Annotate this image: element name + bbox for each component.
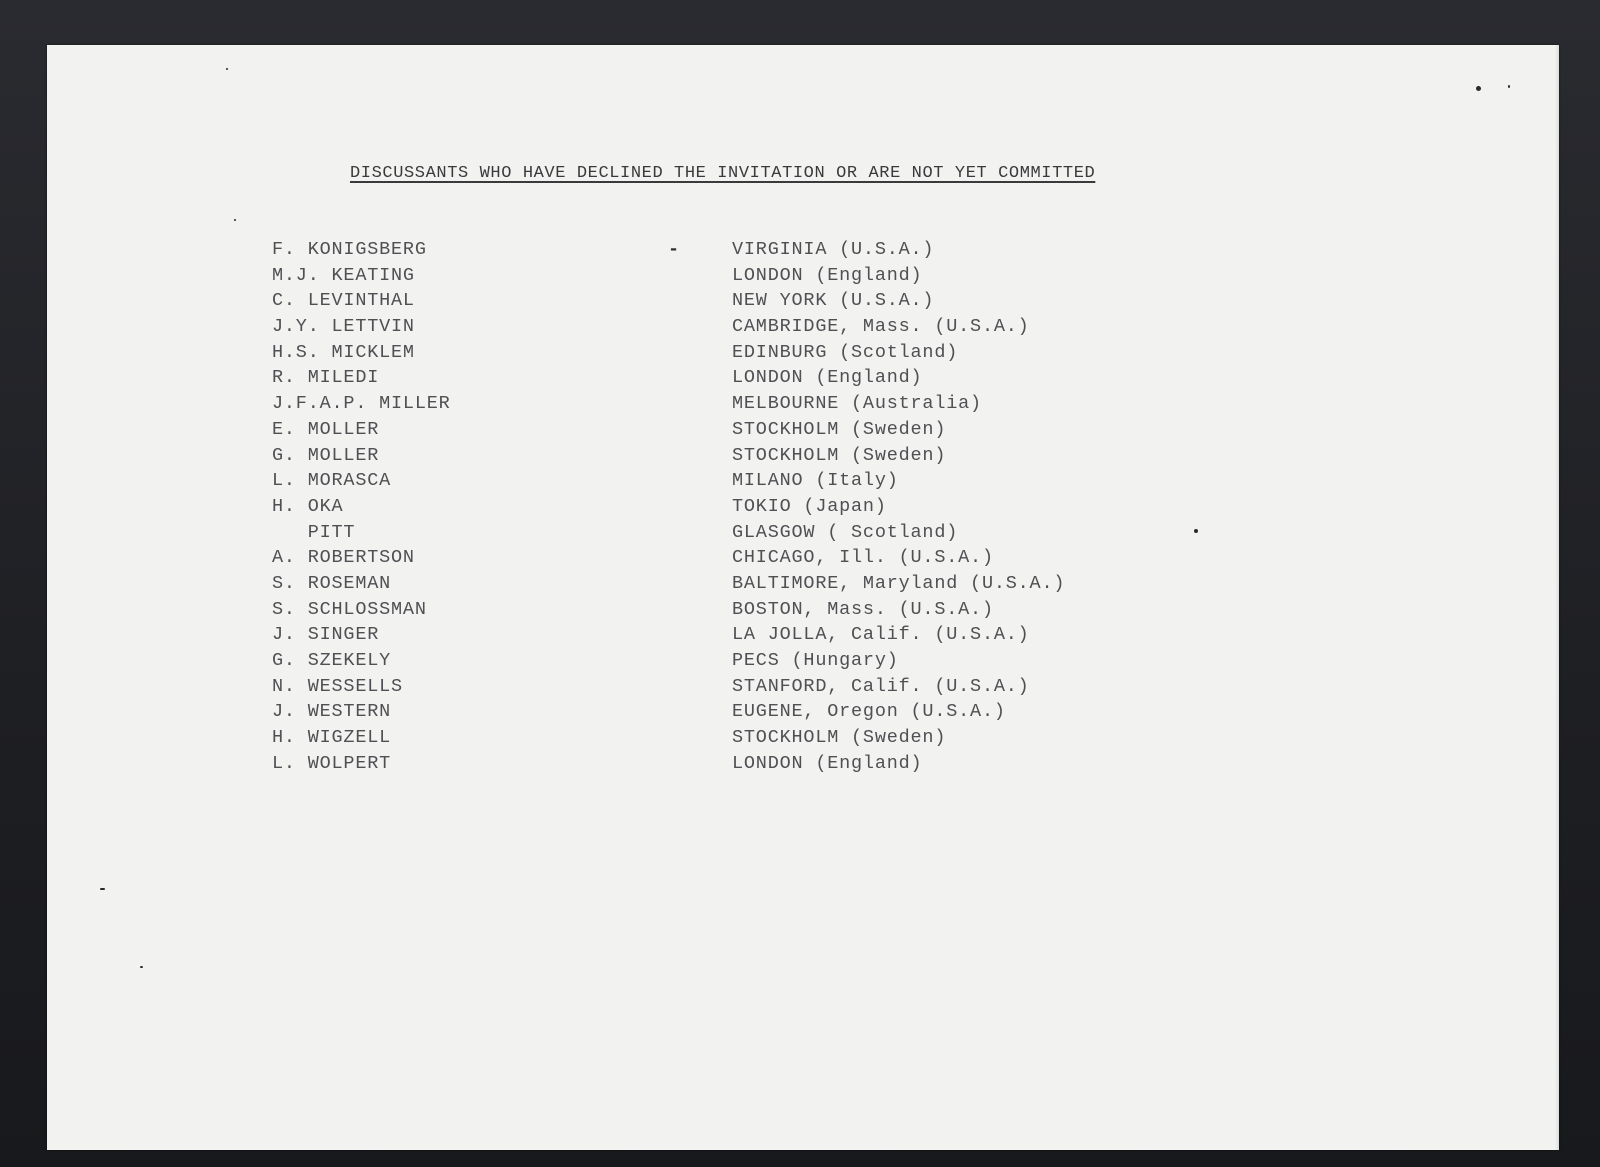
discussant-location: NEW YORK (U.S.A.) xyxy=(732,290,935,312)
discussant-location: EUGENE, Oregon (U.S.A.) xyxy=(732,701,1006,723)
paper-speck xyxy=(226,68,228,70)
discussant-name: G. MOLLER xyxy=(272,444,380,466)
discussant-location: EDINBURG (Scotland) xyxy=(732,341,959,363)
discussant-name: C. LEVINTHAL xyxy=(272,290,415,312)
page-heading: DISCUSSANTS WHO HAVE DECLINED THE INVITATION OR ARE NOT YET COMMITTED xyxy=(350,164,1096,183)
discussant-row xyxy=(272,674,1152,700)
discussant-location: STOCKHOLM (Sweden) xyxy=(732,418,947,440)
discussant-name: J.F.A.P. MILLER xyxy=(272,393,451,415)
discussant-name: H.S. MICKLEM xyxy=(272,341,415,363)
discussant-name: PITT xyxy=(272,521,356,543)
discussant-location: MELBOURNE (Australia) xyxy=(732,393,982,415)
discussant-location: STOCKHOLM (Sweden) xyxy=(732,727,947,749)
discussant-row xyxy=(272,391,1152,417)
discussant-name: M.J. KEATING xyxy=(272,264,415,286)
paper-speck xyxy=(140,966,143,968)
discussant-row xyxy=(272,545,1152,571)
paper-speck xyxy=(1476,86,1481,91)
discussant-row xyxy=(272,314,1152,340)
discussant-name: J.Y. LETTVIN xyxy=(272,316,415,338)
paper-speck xyxy=(234,219,236,221)
discussant-location: LONDON (England) xyxy=(732,367,923,389)
discussant-location: LONDON (England) xyxy=(732,752,923,774)
discussant-location: VIRGINIA (U.S.A.) xyxy=(732,239,935,260)
discussant-location: CHICAGO, Ill. (U.S.A.) xyxy=(732,547,994,569)
discussant-row xyxy=(272,288,1152,314)
discussant-location: GLASGOW ( Scotland) xyxy=(732,521,959,543)
discussant-row xyxy=(272,494,1152,520)
discussant-name: J. WESTERN xyxy=(272,701,392,723)
discussant-name: H. OKA xyxy=(272,495,344,517)
discussant-name: J. SINGER xyxy=(272,624,380,646)
discussant-name: L. WOLPERT xyxy=(272,752,392,774)
discussant-name: L. MORASCA xyxy=(272,470,392,492)
discussant-location: LONDON (England) xyxy=(732,264,923,286)
discussant-row xyxy=(272,751,1152,777)
discussant-row xyxy=(272,648,1152,674)
discussant-location: MILANO (Italy) xyxy=(732,470,899,492)
paper-speck xyxy=(1508,85,1510,88)
discussant-name: R. MILEDI xyxy=(272,367,380,389)
discussant-row xyxy=(272,340,1152,366)
discussant-row xyxy=(272,365,1152,391)
discussant-row xyxy=(272,725,1152,751)
discussant-row xyxy=(272,571,1152,597)
discussant-location: PECS (Hungary) xyxy=(732,650,899,671)
discussant-row xyxy=(272,263,1152,289)
separator-dash: - xyxy=(668,239,680,260)
discussant-location: STANFORD, Calif. (U.S.A.) xyxy=(732,675,1030,697)
discussant-row xyxy=(272,699,1152,725)
paper-speck xyxy=(1194,529,1198,533)
discussant-row xyxy=(272,520,1152,546)
discussant-name: S. ROSEMAN xyxy=(272,572,392,594)
discussant-location: BALTIMORE, Maryland (U.S.A.) xyxy=(732,572,1066,594)
discussant-name: A. ROBERTSON xyxy=(272,547,415,569)
discussant-location: LA JOLLA, Calif. (U.S.A.) xyxy=(732,624,1030,646)
discussant-name: F. KONIGSBERG xyxy=(272,239,427,260)
discussant-location: TOKIO (Japan) xyxy=(732,495,887,517)
discussant-location: CAMBRIDGE, Mass. (U.S.A.) xyxy=(732,316,1030,338)
discussant-location: BOSTON, Mass. (U.S.A.) xyxy=(732,598,994,620)
discussant-list xyxy=(272,237,1152,776)
discussant-row xyxy=(272,622,1152,648)
discussant-name: S. SCHLOSSMAN xyxy=(272,598,427,620)
page-edge xyxy=(1555,45,1559,1150)
discussant-row xyxy=(272,597,1152,623)
discussant-row xyxy=(272,237,1152,263)
discussant-name: E. MOLLER xyxy=(272,418,380,440)
paper-speck xyxy=(100,888,105,890)
discussant-location: STOCKHOLM (Sweden) xyxy=(732,444,947,466)
discussant-row xyxy=(272,417,1152,443)
discussant-name: H. WIGZELL xyxy=(272,727,392,749)
discussant-row xyxy=(272,468,1152,494)
discussant-name: N. WESSELLS xyxy=(272,675,403,697)
discussant-name: G. SZEKELY xyxy=(272,650,392,671)
discussant-row xyxy=(272,443,1152,469)
